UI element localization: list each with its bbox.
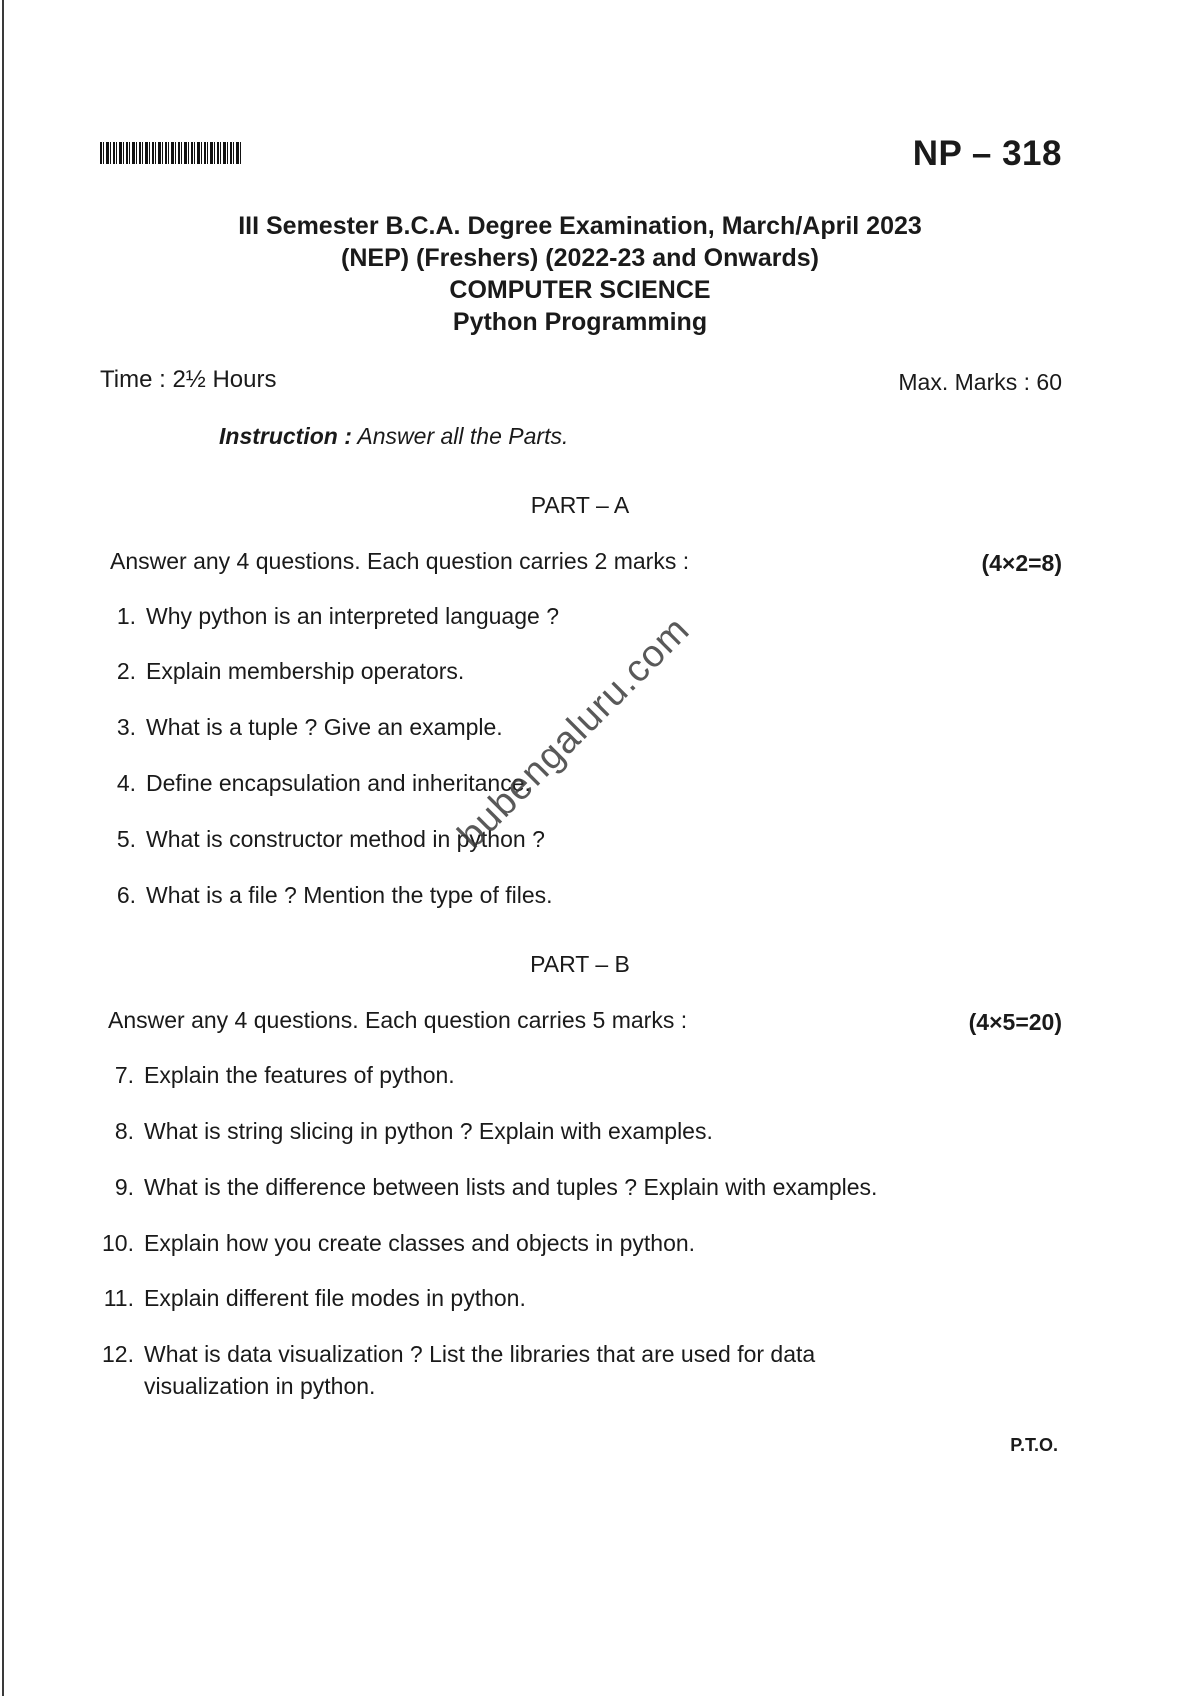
question xyxy=(98,1171,877,1203)
instruction-label: Instruction : xyxy=(219,423,352,449)
question-text: What is a tuple ? Give an example. xyxy=(146,714,503,740)
part-a-marks: (4×2=8) xyxy=(981,550,1062,576)
question xyxy=(100,711,503,743)
exam-header xyxy=(0,210,1160,338)
pto-label: P.T.O. xyxy=(1010,1435,1058,1455)
max-marks: Max. Marks : 60 xyxy=(898,369,1062,395)
part-b-title: PART – B xyxy=(530,951,630,977)
header-line: (NEP) (Freshers) (2022-23 and Onwards) xyxy=(341,244,819,272)
question-number: 10. xyxy=(102,1230,134,1256)
question-number: 6. xyxy=(116,882,136,908)
paper-code: NP – 318 xyxy=(912,134,1062,173)
header-line: III Semester B.C.A. Degree Examination, March/April 2023 xyxy=(238,212,922,240)
question-text: Why python is an interpreted language ? xyxy=(146,603,559,629)
question-number: 7. xyxy=(114,1062,134,1088)
question-number: 12. xyxy=(102,1341,134,1367)
part-b-instruction: Answer any 4 questions. Each question carries 5 marks : xyxy=(108,1007,688,1033)
instruction-text: Answer all the Parts. xyxy=(351,423,569,449)
part-b-marks: (4×5=20) xyxy=(968,1009,1062,1035)
question-number: 2. xyxy=(116,658,136,684)
question-number: 5. xyxy=(116,826,136,852)
question xyxy=(100,879,553,911)
question xyxy=(100,767,531,799)
instruction xyxy=(219,423,568,450)
question-text: What is data visualization ? List the libraries that are used for data visualization in python. xyxy=(144,1341,816,1399)
question-text: Define encapsulation and inheritance. xyxy=(146,770,531,796)
time-label: Time : 2½ Hours xyxy=(100,366,277,393)
question xyxy=(98,1227,695,1259)
question-text: What is a file ? Mention the type of files. xyxy=(146,882,553,908)
question xyxy=(100,655,464,687)
question xyxy=(98,1059,455,1091)
question xyxy=(98,1115,713,1147)
question-number: 1. xyxy=(116,603,136,629)
question-text: What is string slicing in python ? Explain with examples. xyxy=(144,1118,713,1144)
question-text: Explain how you create classes and objects in python. xyxy=(144,1230,696,1256)
header-line: Python Programming xyxy=(452,308,708,336)
barcode xyxy=(100,142,242,164)
question-number: 4. xyxy=(116,770,136,796)
question-number: 3. xyxy=(116,714,136,740)
part-a-instruction: Answer any 4 questions. Each question carries 2 marks : xyxy=(110,548,690,574)
question-text: Explain the features of python. xyxy=(144,1062,455,1088)
question xyxy=(98,1338,904,1402)
watermark: bubengaluru.com xyxy=(450,608,698,857)
question xyxy=(98,1282,526,1314)
question-number: 11. xyxy=(103,1285,134,1311)
question-number: 8. xyxy=(114,1118,134,1144)
question-text: Explain membership operators. xyxy=(146,658,465,684)
question-number: 9. xyxy=(114,1174,134,1200)
header-line: COMPUTER SCIENCE xyxy=(449,276,711,304)
question-text: What is constructor method in python ? xyxy=(146,826,545,852)
question-text: What is the difference between lists and tuples ? Explain with examples. xyxy=(144,1174,878,1200)
question xyxy=(100,600,559,632)
question-text: Explain different file modes in python. xyxy=(144,1285,526,1311)
part-a-title: PART – A xyxy=(530,492,630,518)
